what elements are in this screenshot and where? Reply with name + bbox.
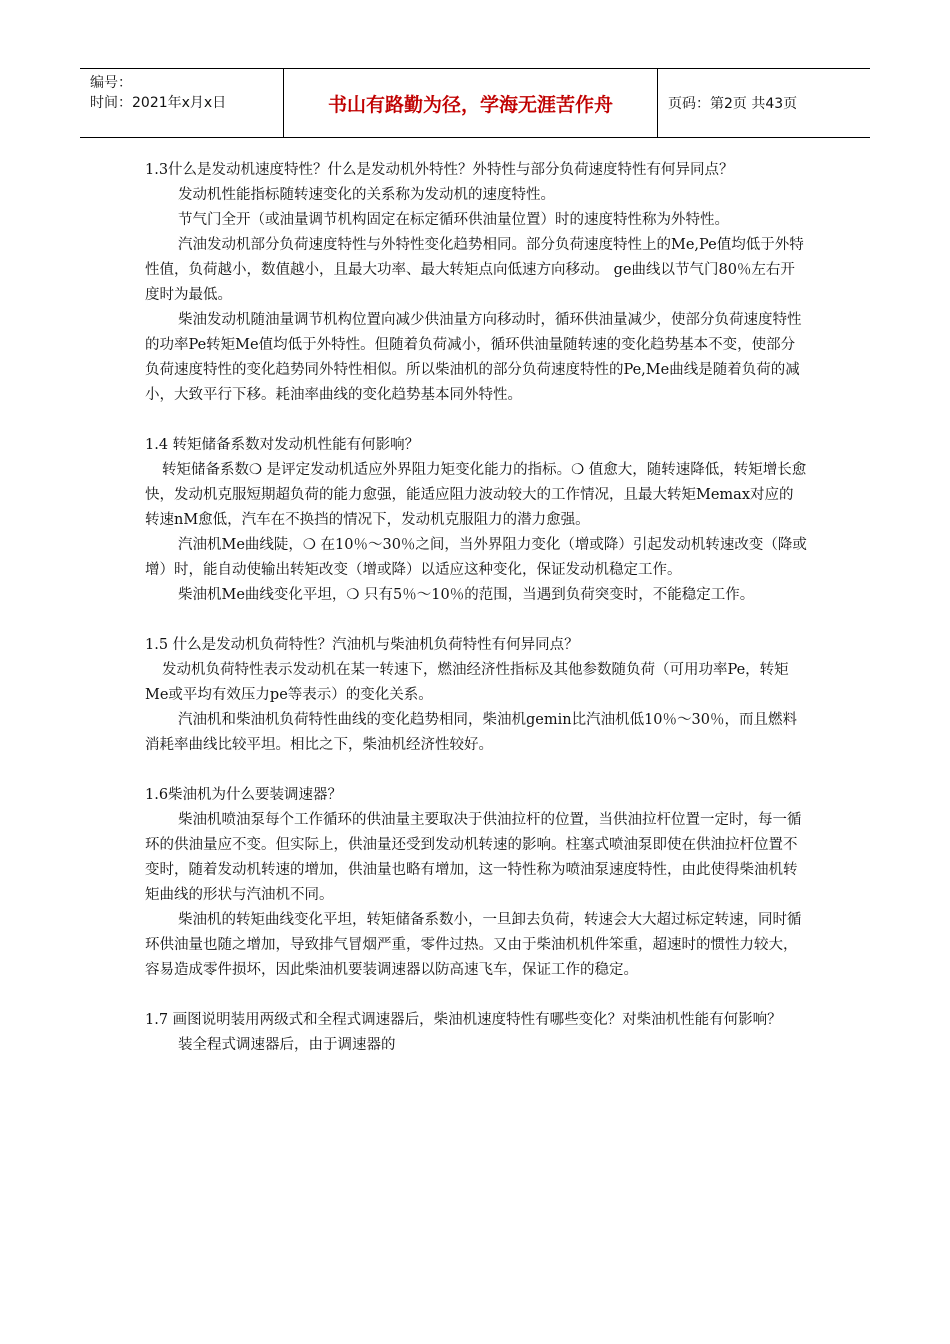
section-heading: 1.6柴油机为什么要装调速器？ <box>145 787 343 803</box>
section-gap <box>145 408 807 433</box>
section-heading: 1.7 画图说明装用两级式和全程式调速器后，柴油机速度特性有哪些变化？对柴油机性能有何影响？ <box>145 1012 782 1028</box>
paragraph: 柴油机喷油泵每个工作循环的供油量主要取决于供油拉杆的位置，当供油拉杆位置一定时，每一循环的供油量应不变。但实际上，供油量还受到发动机转速的影响。柱塞式喷油泵即使在供油拉杆位置不变时，随着发动机转速的增加，供油量也略有增加，这一特性称为喷油泵速度特性，由此使得柴油机转矩曲线的形状与汽油机不同。 <box>145 812 802 903</box>
page-number-info: 页码：第2页 共43页 <box>668 96 798 112</box>
header-divider <box>657 69 658 137</box>
paragraph: 装全程式调速器后，由于调速器的 <box>178 1037 396 1053</box>
paragraph: 汽油机和柴油机负荷特性曲线的变化趋势相同，柴油机gemin比汽油机低10％～30％，而且燃料消耗率曲线比较平坦。相比之下，柴油机经济性较好。 <box>145 712 797 753</box>
header-motto: 书山有路勤为径，学海无涯苦作舟 <box>327 93 613 116</box>
paragraph: 汽油机Me曲线陡，❍ 在10％～30％之间，当外界阻力变化（增或降）引起发动机转速改变（降或增）时，能自动使输出转矩改变（增或降）以适应这种变化，保证发动机稳定工作。 <box>145 537 807 578</box>
paragraph: 柴油机的转矩曲线变化平坦，转矩储备系数小，一旦卸去负荷，转速会大大超过标定转速，同时循环供油量也随之增加，导致排气冒烟严重，零件过热。又由于柴油机机件笨重，超速时的惯性力较大，容易造成零件损坏，因此柴油机要装调速器以防高速飞车，保证工作的稳定。 <box>145 912 802 978</box>
paragraph: 柴油发动机随油量调节机构位置向减少供油量方向移动时，循环供油量减少，使部分负荷速度特性的功率Pe转矩Me值均低于外特性。但随着负荷减小，循环供油量随转速的变化趋势基本不变，使部分负荷速度特性的变化趋势同外特性相似。所以柴油机的部分负荷速度特性的Pe,Me曲线是随着负荷的减小，大致平行下移。耗油率曲线的变化趋势基本同外特性。 <box>145 312 802 403</box>
paragraph: 发动机性能指标随转速变化的关系称为发动机的速度特性。 <box>178 187 555 203</box>
paragraph: 柴油机Me曲线变化平坦，❍ 只有5％～10％的范围，当遇到负荷突变时，不能稳定工作。 <box>178 587 755 603</box>
section-gap <box>145 983 807 1008</box>
paragraph: 转矩储备系数❍ 是评定发动机适应外界阻力矩变化能力的指标。❍ 值愈大，随转速降低，转矩增长愈快，发动机克服短期超负荷的能力愈强，能适应阻力波动较大的工作情况，且最大转矩Memax对应的转速nM愈低，汽车在不换挡的情况下，发动机克服阻力的潜力愈强。 <box>145 462 807 528</box>
section-heading: 1.5 什么是发动机负荷特性？汽油机与柴油机负荷特性有何异同点？ <box>145 637 579 653</box>
page-header <box>80 68 870 138</box>
document-body <box>145 158 807 1058</box>
paragraph: 发动机负荷特性表示发动机在某一转速下，燃油经济性指标及其他参数随负荷（可用功率Pe，转矩Me或平均有效压力pe等表示）的变化关系。 <box>145 662 789 703</box>
header-meta <box>90 73 280 113</box>
paragraph: 汽油发动机部分负荷速度特性与外特性变化趋势相同。部分负荷速度特性上的Me,Pe值均低于外特性值，负荷越小，数值越小，且最大功率、最大转矩点向低速方向移动。 ge曲线以节气门80％左右开度时为最低。 <box>145 237 804 303</box>
section-gap <box>145 758 807 783</box>
doc-number-label: 编号： <box>90 75 132 91</box>
doc-date-label: 时间：2021年x月x日 <box>90 95 227 111</box>
paragraph: 节气门全开（或油量调节机构固定在标定循环供油量位置）时的速度特性称为外特性。 <box>178 212 729 228</box>
section-gap <box>145 608 807 633</box>
section-heading: 1.4 转矩储备系数对发动机性能有何影响？ <box>145 437 420 453</box>
section-heading: 1.3什么是发动机速度特性？什么是发动机外特性？外特性与部分负荷速度特性有何异同点？ <box>145 162 734 178</box>
